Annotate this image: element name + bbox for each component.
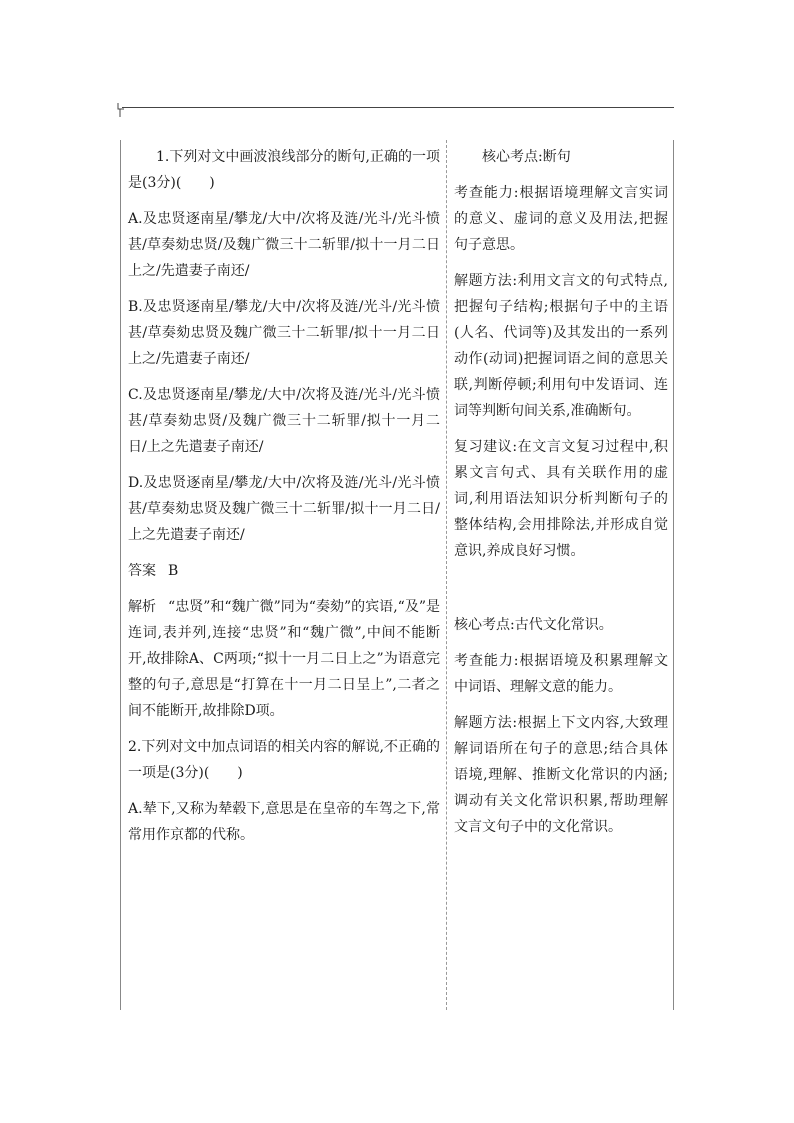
q1-option-b: B.及忠贤逐南星/攀龙/大中/次将及涟/光斗/光斗愤甚/草奏劾忠贤及魏广微三十二斩罪/拟十一月二日上之/先遣妻子南还/ xyxy=(128,299,440,367)
q1-option-d: D.及忠贤逐南星/攀龙/大中/次将及涟/光斗/光斗愤甚/草奏劾忠贤及魏广微三十二斩罪/拟十一月二日/上之先遣妻子南还/ xyxy=(128,475,440,543)
analysis-label: 解析 xyxy=(128,599,157,615)
block1-core: 核心考点:断句 xyxy=(482,149,571,165)
block1-method: 解题方法:利用文言文的句式特点,把握句子结构;根据句子中的主语(人名、代词等)及其发出的一系列动作(动词)把握词语之间的意思关联,判断停顿;利用句中发语词、连词等判断句间关系,准确断句。 xyxy=(454,273,668,419)
left-border-line xyxy=(120,140,121,1010)
block2-method: 解题方法:根据上下文内容,大致理解词语所在句子的意思;结合具体语境,理解、推断文化常识的内涵;调动有关文化常识积累,帮助理解文言文句子中的文化常识。 xyxy=(454,715,668,835)
block2-ability: 考查能力:根据语境及积累理解文中词语、理解文意的能力。 xyxy=(454,653,668,695)
q1-analysis xyxy=(128,594,440,724)
right-border-line xyxy=(673,140,674,1010)
notes-column xyxy=(454,144,668,850)
question-column xyxy=(128,144,440,858)
block2-core: 核心考点:古代文化常识。 xyxy=(454,617,613,633)
answer-label: 答案 xyxy=(128,563,156,579)
block1-advice: 复习建议:在文言文复习过程中,积累文言句式、具有关联作用的虚词,利用语法知识分析判断句子的整体结构,会用排除法,并形成自觉意识,养成良好习惯。 xyxy=(454,439,668,559)
q2-option-a: A.辇下,又称为辇毂下,意思是在皇帝的车驾之下,常常用作京都的代称。 xyxy=(128,801,440,843)
q1-option-c: C.及忠贤逐南星/攀龙/大中/次将及涟/光斗/光斗愤甚/草奏劾忠贤/及魏广微三十二斩罪/拟十一月二日/上之先遣妻子南还/ xyxy=(128,387,440,455)
q1-answer xyxy=(128,558,440,584)
analysis-text: “忠贤”和“魏广微”同为“奏劾”的宾语,“及”是连词,表并列,连接“忠贤”和“魏广微”,中间不能断开,故排除A、C两项;“拟十一月二日上之”为语意完整的句子,意思是“打算在十一月二日呈上”,二者之间不能断开,故排除D项。 xyxy=(128,599,440,719)
corner-crop-mark xyxy=(117,103,125,117)
header-rule xyxy=(122,107,674,108)
q1-option-a: A.及忠贤逐南星/攀龙/大中/次将及涟/光斗/光斗愤甚/草奏劾忠贤/及魏广微三十二斩罪/拟十一月二日上之/先遣妻子南还/ xyxy=(128,211,440,279)
answer-value: B xyxy=(168,563,179,579)
column-divider-dashed xyxy=(446,140,447,1010)
q2-stem: 2.下列对文中加点词语的相关内容的解说,不正确的一项是(3分)( ) xyxy=(128,739,440,781)
block-spacer xyxy=(454,574,668,612)
q1-stem: 1.下列对文中画波浪线部分的断句,正确的一项是(3分)( ) xyxy=(128,149,440,191)
block1-ability: 考查能力:根据语境理解文言实词的意义、虚词的意义及用法,把握句子意思。 xyxy=(454,185,668,253)
